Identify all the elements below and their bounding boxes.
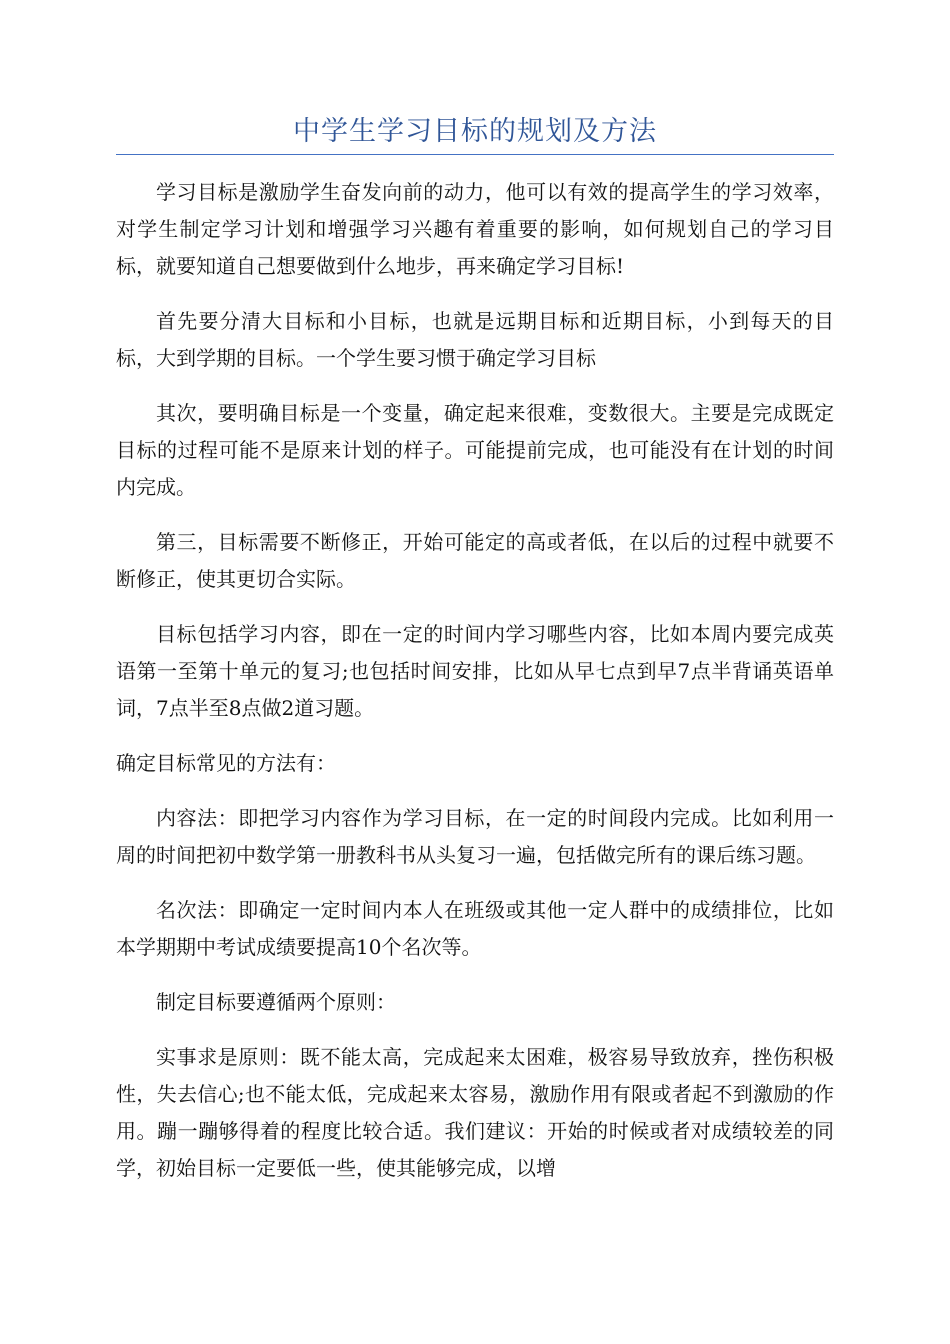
- document-body: [116, 174, 834, 1205]
- title-underline: [116, 154, 834, 155]
- paragraph: 首先要分清大目标和小目标，也就是远期目标和近期目标，小到每天的目标，大到学期的目标。一个学生要习惯于确定学习目标: [116, 309, 834, 370]
- document-title: 中学生学习目标的规划及方法: [293, 116, 657, 147]
- paragraph: 名次法：即确定一定时间内本人在班级或其他一定人群中的成绩排位，比如本学期期中考试成绩要提高10个名次等。: [116, 898, 834, 959]
- paragraph: 学习目标是激励学生奋发向前的动力，他可以有效的提高学生的学习效率，对学生制定学习计划和增强学习兴趣有着重要的影响，如何规划自己的学习目标，就要知道自己想要做到什么地步，再来确定学习目标!: [116, 180, 834, 278]
- paragraph: 制定目标要遵循两个原则：: [156, 990, 396, 1014]
- paragraph: 内容法：即把学习内容作为学习目标，在一定的时间段内完成。比如利用一周的时间把初中数学第一册教科书从头复习一遍，包括做完所有的课后练习题。: [116, 806, 834, 867]
- paragraph: 目标包括学习内容，即在一定的时间内学习哪些内容，比如本周内要完成英语第一至第十单元的复习;也包括时间安排，比如从早七点到早7点半背诵英语单词，7点半至8点做2道习题。: [116, 622, 834, 720]
- paragraph: 实事求是原则：既不能太高，完成起来太困难，极容易导致放弃，挫伤积极性，失去信心;也不能太低，完成起来太容易，激励作用有限或者起不到激励的作用。蹦一蹦够得着的程度比较合适。我们建议：开始的时候或者对成绩较差的同学，初始目标一定要低一些，使其能够完成，以增: [116, 1045, 834, 1180]
- paragraph-heading: 确定目标常见的方法有：: [116, 751, 336, 775]
- paragraph: 其次，要明确目标是一个变量，确定起来很难，变数很大。主要是完成既定目标的过程可能不是原来计划的样子。可能提前完成，也可能没有在计划的时间内完成。: [116, 401, 834, 499]
- paragraph: 第三，目标需要不断修正，开始可能定的高或者低，在以后的过程中就要不断修正，使其更切合实际。: [116, 530, 834, 591]
